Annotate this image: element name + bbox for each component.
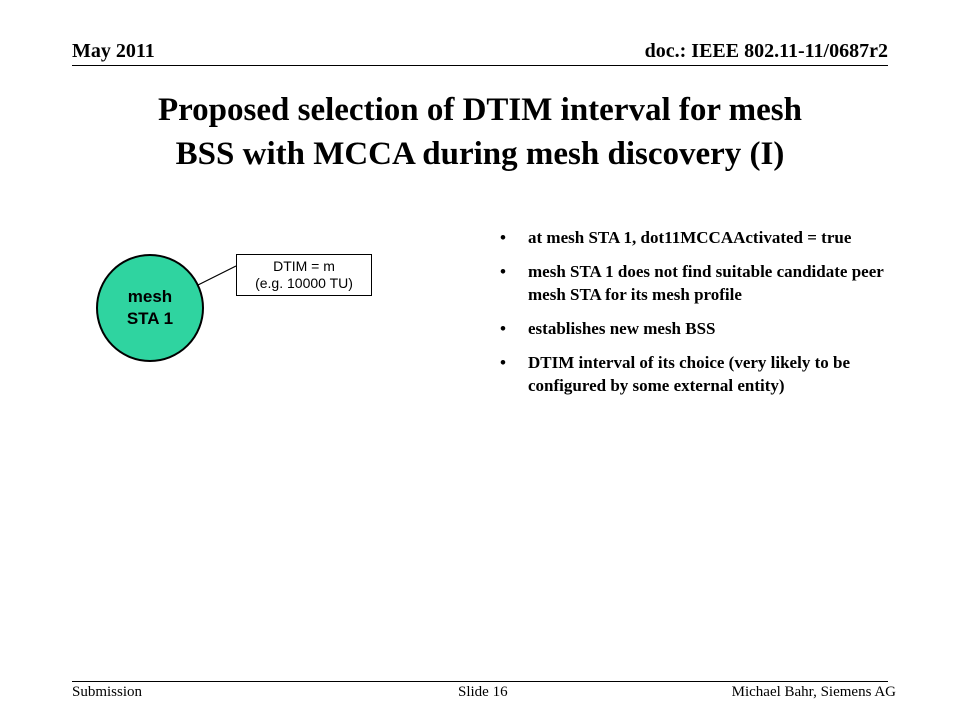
bullet-marker: • — [500, 228, 506, 247]
mesh-sta-node — [96, 254, 204, 362]
slide-title — [60, 88, 900, 176]
bullet-item — [492, 226, 892, 249]
bullet-marker: • — [500, 353, 506, 372]
bullet-item — [492, 351, 892, 397]
slide-title-line-1: Proposed selection of DTIM interval for mesh — [157, 92, 803, 128]
footer-divider — [72, 681, 888, 682]
header-divider — [72, 65, 888, 66]
bullet-text: establishes new mesh BSS — [528, 319, 716, 338]
header-date: May 2011 — [72, 40, 155, 62]
bullet-text: at mesh STA 1, dot11MCCAActivated = true — [528, 228, 852, 247]
bullet-text: DTIM interval of its choice (very likely to be configured by some external entity) — [528, 353, 850, 395]
dtim-callout-line-1: DTIM = m — [273, 258, 335, 274]
footer-slide-number: Slide 16 — [458, 684, 508, 700]
bullet-list — [492, 226, 892, 408]
bullet-item — [492, 317, 892, 340]
slide-title-line-2: BSS with MCCA during mesh discovery (I) — [175, 136, 785, 172]
footer-submission: Submission — [72, 684, 143, 700]
bullet-marker: • — [500, 319, 506, 338]
bullet-item — [492, 260, 892, 306]
dtim-callout-line-2: (e.g. 10000 TU) — [255, 275, 353, 291]
bullet-text: mesh STA 1 does not find suitable candidate peer mesh STA for its mesh profile — [528, 262, 884, 304]
mesh-sta-node-line-1: mesh — [127, 287, 173, 306]
mesh-sta-node-line-2: STA 1 — [126, 309, 174, 328]
footer-author: Michael Bahr, Siemens AG — [731, 684, 896, 700]
header-doc-id: doc.: IEEE 802.11-11/0687r2 — [644, 40, 888, 62]
dtim-callout — [236, 254, 372, 296]
bullet-marker: • — [500, 262, 506, 281]
